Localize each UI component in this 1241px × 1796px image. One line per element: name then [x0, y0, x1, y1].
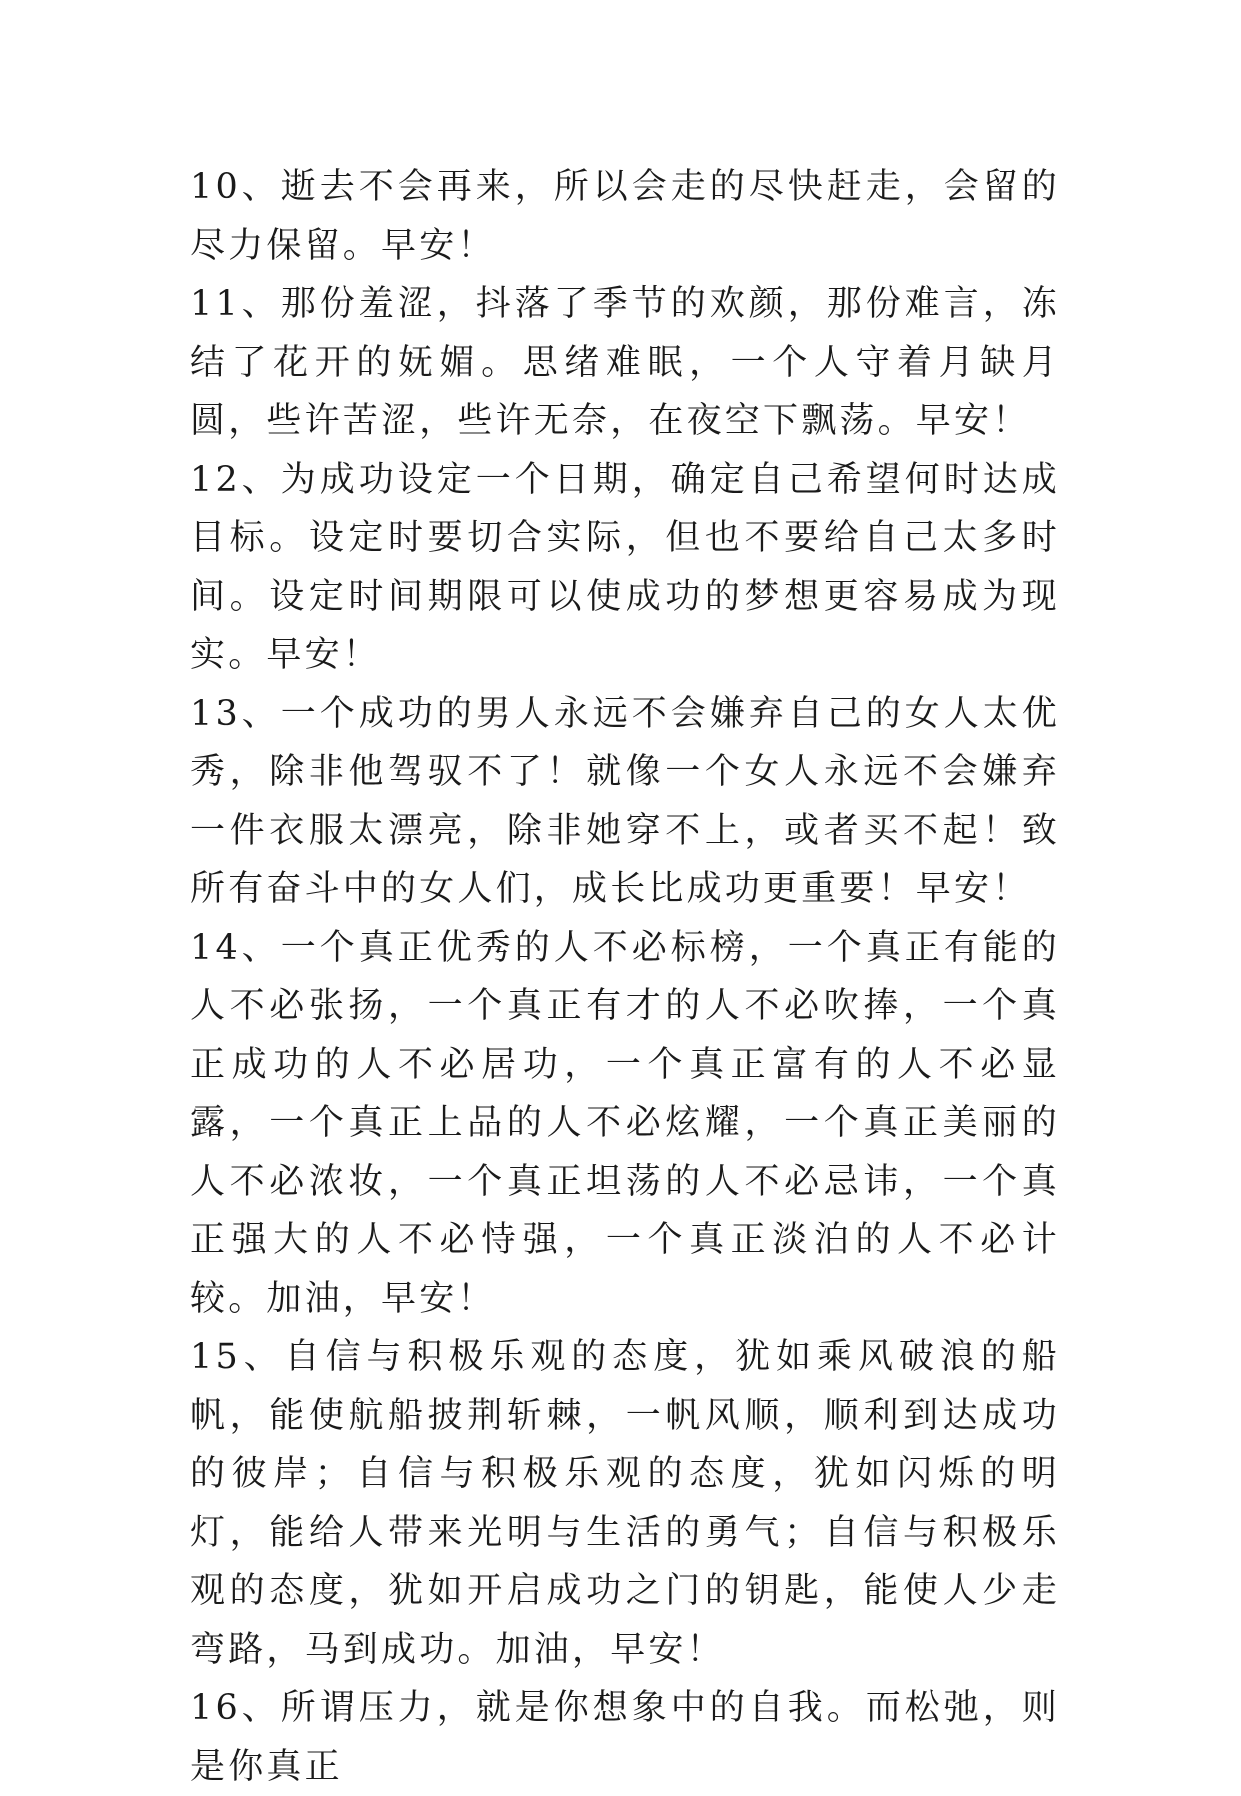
- paragraph-10: 10、逝去不会再来，所以会走的尽快赶走，会留的尽力保留。早安！: [190, 167, 1060, 266]
- paragraph-13: 13、一个成功的男人永远不会嫌弃自己的女人太优秀，除非他驾驭不了！就像一个女人永远不会嫌弃一件衣服太漂亮，除非她穿不上，或者买不起！致所有奋斗中的女人们，成长比成功更重要！早安！: [190, 693, 1060, 909]
- paragraph-11: 11、那份羞涩，抖落了季节的欢颜，那份难言，冻结了花开的妩媚。思绪难眠，一个人守着月缺月圆，些许苦涩，些许无奈，在夜空下飘荡。早安！: [190, 284, 1060, 441]
- paragraph-14: 14、一个真正优秀的人不必标榜，一个真正有能的人不必张扬，一个真正有才的人不必吹捧，一个真正成功的人不必居功，一个真正富有的人不必显露，一个真正上品的人不必炫耀，一个真正美丽的人不必浓妆，一个真正坦荡的人不必忌讳，一个真正强大的人不必恃强，一个真正淡泊的人不必计较。加油，早安！: [190, 927, 1060, 1319]
- paragraph-15: 15、自信与积极乐观的态度，犹如乘风破浪的船帆，能使航船披荆斩棘，一帆风顺，顺利到达成功的彼岸；自信与积极乐观的态度，犹如闪烁的明灯，能给人带来光明与生活的勇气；自信与积极乐观的态度，犹如开启成功之门的钥匙，能使人少走弯路，马到成功。加油，早安！: [190, 1337, 1060, 1670]
- paragraph-16: 16、所谓压力，就是你想象中的自我。而松弛，则是你真正: [190, 1688, 1060, 1787]
- paragraph-12: 12、为成功设定一个日期，确定自己希望何时达成目标。设定时要切合实际，但也不要给自己太多时间。设定时间期限可以使成功的梦想更容易成为现实。早安！: [190, 459, 1060, 675]
- document-body: [190, 158, 1060, 1796]
